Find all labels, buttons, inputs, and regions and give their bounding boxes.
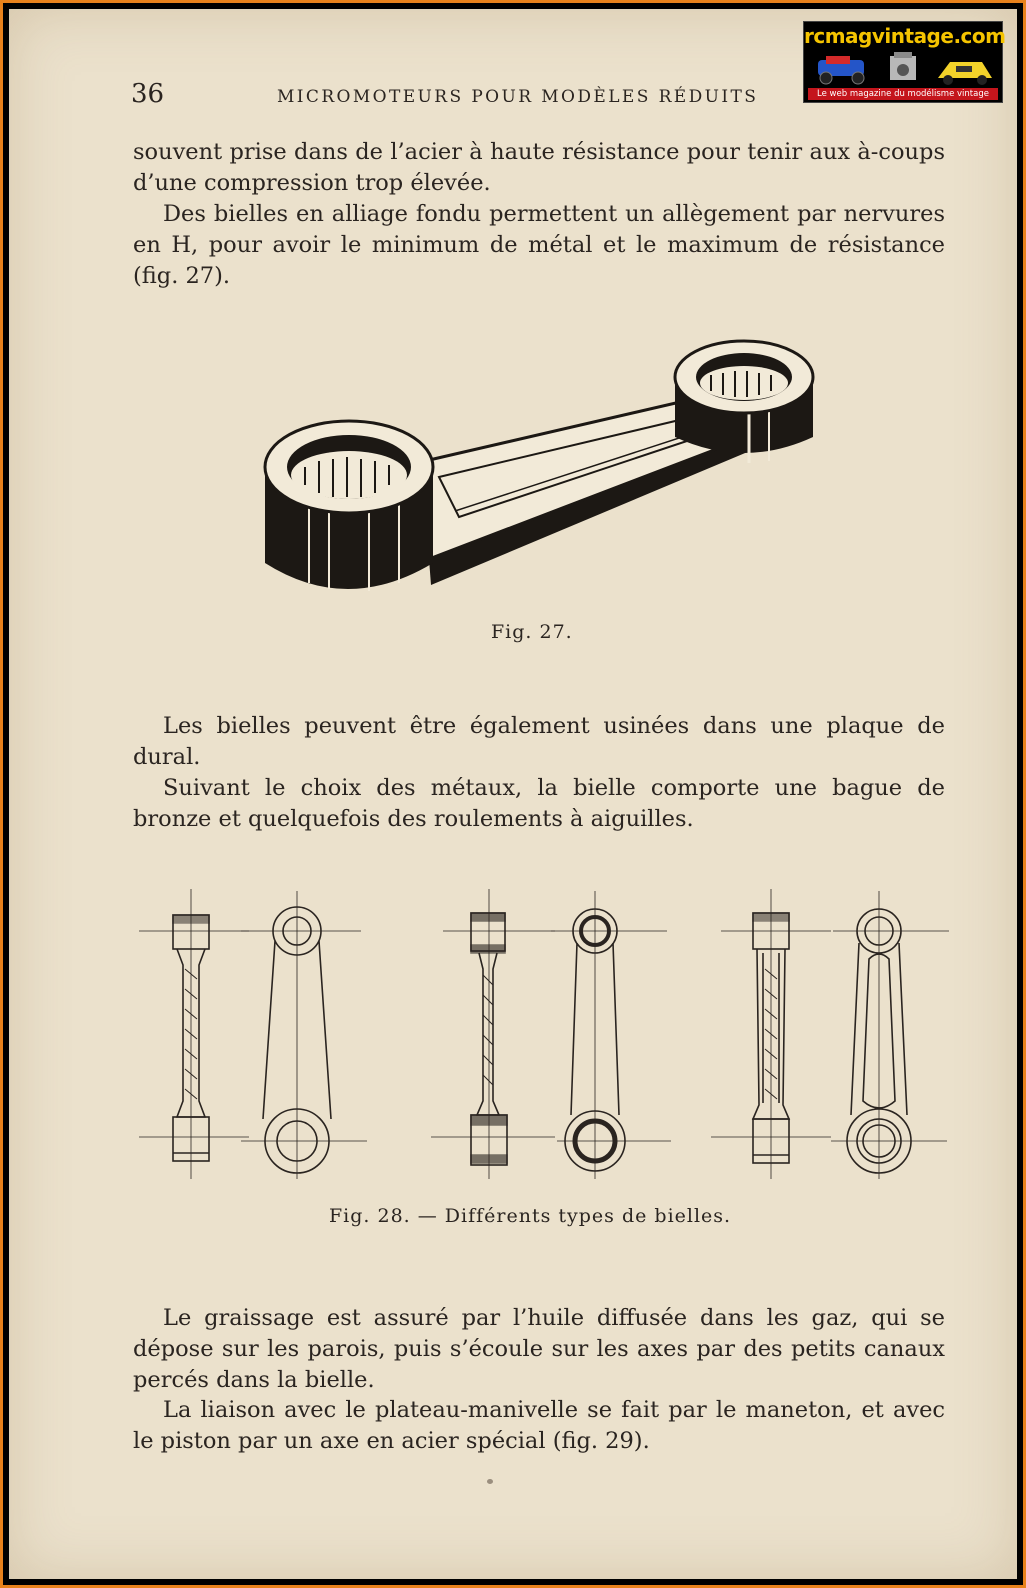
rod-3-section [711, 889, 831, 1179]
paragraph-1: souvent prise dans de l’acier à haute résistance pour tenir aux à-coups d’une compression trop élevée. [133, 139, 945, 196]
rod-2-section [431, 889, 555, 1179]
connecting-rod-types-drawings [131, 879, 961, 1179]
paper-speck [487, 1479, 493, 1484]
logo-title: rcmagvintage.com [804, 24, 1006, 48]
paragraph-6: La liaison avec le plateau-manivelle se fait par le maneton, et avec le piston par un axe en acier spécial (fig. 29). [133, 1397, 945, 1454]
logo-vehicles-icon [810, 50, 996, 88]
fig27-caption: Fig. 27. [491, 621, 573, 643]
page-number: 36 [131, 79, 165, 109]
rod-2-elevation [551, 891, 671, 1179]
paragraph-5: Le graissage est assuré par l’huile diffusée dans les gaz, qui se dépose sur les parois, puis s’écoule sur les axes par des petits canaux percés dans la bielle. [133, 1305, 945, 1393]
site-logo[interactable] [803, 21, 1006, 103]
logo-subtitle: Le web magazine du modélisme vintage [808, 88, 998, 100]
paragraph-3: Les bielles peuvent être également usinées dans une plaque de dural. [133, 713, 945, 770]
fig28-caption: Fig. 28. — Différents types de bielles. [329, 1205, 732, 1227]
rod-1-elevation [241, 891, 367, 1179]
paragraph-4: Suivant le choix des métaux, la bielle comporte une bague de bronze et quelquefois des roulements à aiguilles. [133, 775, 945, 832]
book-page [9, 9, 1017, 1579]
running-title: MICROMOTEURS POUR MODÈLES RÉDUITS [277, 87, 759, 107]
rod-1-section [139, 889, 249, 1179]
paragraph-2: Des bielles en alliage fondu permettent un allègement par nervures en H, pour avoir le minimum de métal et le maximum de résistance (fig. 27). [133, 201, 945, 289]
connecting-rod-illustration [249, 327, 819, 609]
rod-3-elevation [831, 891, 949, 1179]
